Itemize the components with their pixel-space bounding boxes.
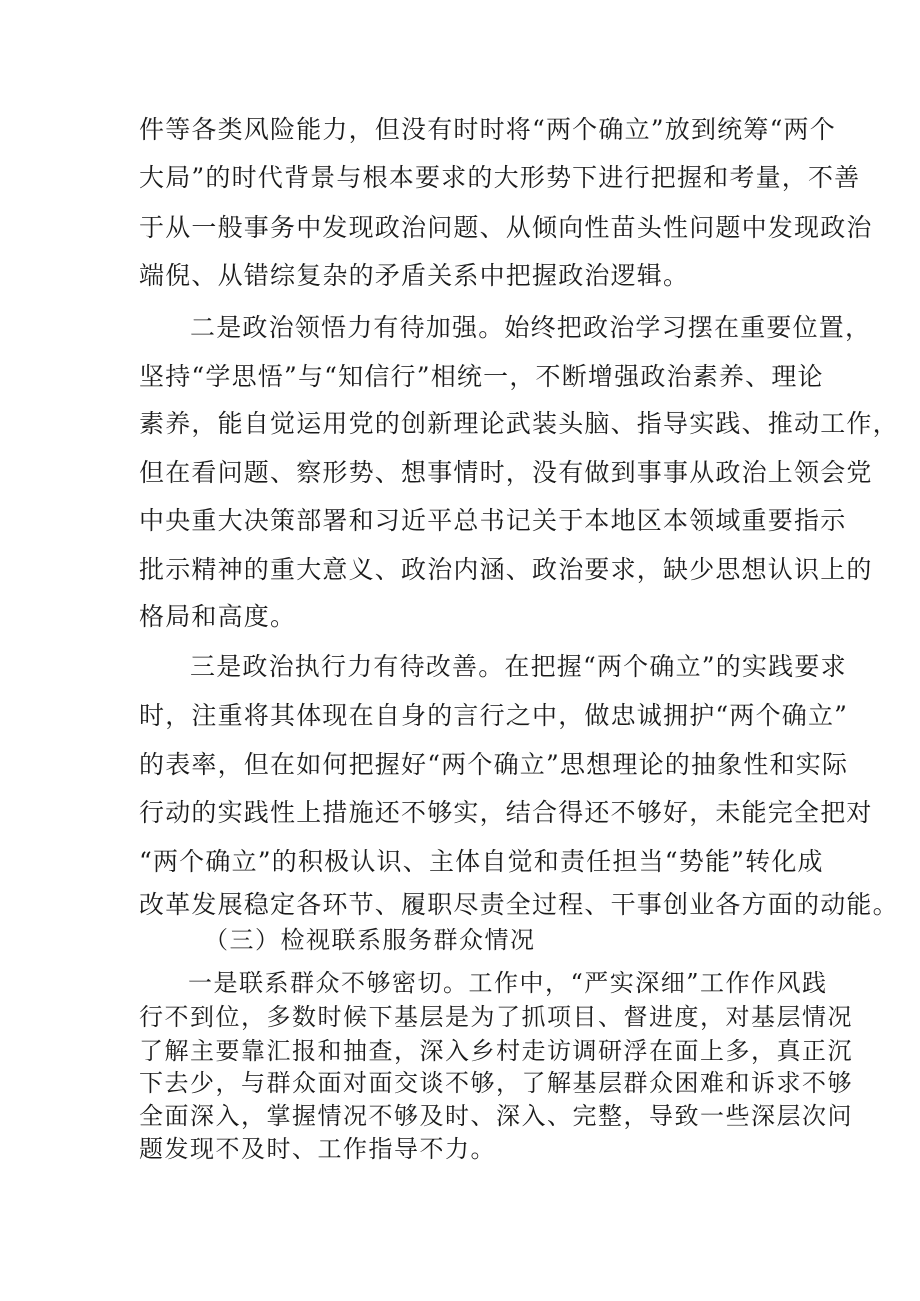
text-line: “两个确立”的积极认识、主体自觉和责任担当“势能”转化成	[139, 847, 824, 876]
text-line: 的表率，但在如何把握好“两个确立”思想理论的抽象性和实际	[139, 750, 849, 779]
text-line: 素养，能自觉运用党的创新理论武装头脑、指导实践、推动工作，	[139, 409, 899, 438]
text-line: 大局”的时代背景与根本要求的大形势下进行把握和考量，不善	[139, 163, 861, 192]
text-line: 时，注重将其体现在自身的言行之中，做忠诚拥护“两个确立”	[139, 701, 849, 730]
text-line: 行动的实践性上措施还不够实，结合得还不够好，未能完全把对	[139, 798, 873, 827]
text-line: 下去少，与群众面对面交谈不够，了解基层群众困难和诉求不够	[139, 1069, 853, 1097]
text-line: 批示精神的重大意义、政治内涵、政治要求，缺少思想认识上的	[139, 555, 873, 584]
section-heading: （三）检视联系服务群众情况	[204, 926, 536, 954]
text-line: 端倪、从错综复杂的矛盾关系中把握政治逻辑。	[139, 261, 690, 290]
text-line: 中央重大决策部署和习近平总书记关于本地区本领域重要指示	[139, 506, 847, 535]
text-line: 题发现不及时、工作指导不力。	[139, 1135, 496, 1163]
text-line: 二是政治领悟力有待加强。始终把政治学习摆在重要位置，	[190, 313, 872, 342]
text-line: 于从一般事务中发现政治问题、从倾向性苗头性问题中发现政治	[139, 213, 873, 242]
text-line: 格局和高度。	[139, 602, 297, 631]
text-line: 了解主要靠汇报和抽查，深入乡村走访调研浮在面上多，真正沉	[139, 1037, 853, 1065]
text-line: 全面深入，掌握情况不够及时、深入、完整，导致一些深层次问	[139, 1102, 853, 1130]
text-line: 三是政治执行力有待改善。在把握“两个确立”的实践要求	[190, 652, 847, 681]
text-line: 件等各类风险能力，但没有时时将“两个确立”放到统筹“两个	[139, 115, 836, 144]
text-line: 改革发展稳定各环节、履职尽责全过程、干事创业各方面的动能。	[139, 890, 899, 919]
text-line: 但在看问题、察形势、想事情时，没有做到事事从政治上领会党	[139, 458, 873, 487]
text-line: 行不到位，多数时候下基层是为了抓项目、督进度，对基层情况	[139, 1003, 853, 1031]
text-line: 一是联系群众不够密切。工作中，“严实深细”工作作风践	[188, 969, 828, 997]
text-line: 坚持“学思悟”与“知信行”相统一，不断增强政治素养、理论	[139, 362, 824, 391]
